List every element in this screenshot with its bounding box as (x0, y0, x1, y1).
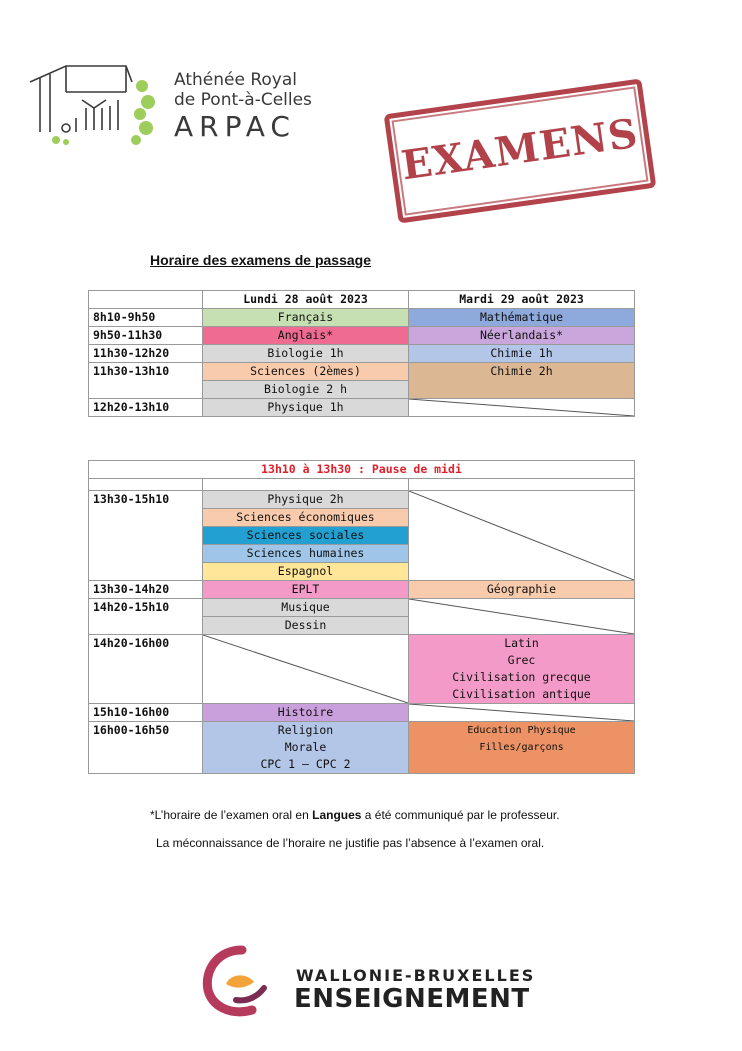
empty-slot-diagonal (409, 704, 634, 721)
subject-cell: Civilisation antique (409, 686, 635, 704)
table-row (89, 327, 635, 345)
note-prefix: *L’horaire de l’examen oral en (150, 808, 313, 822)
table-row (89, 581, 635, 599)
footer-line-1: WALLONIE-BRUXELLES (296, 966, 536, 985)
table-row (89, 491, 635, 509)
empty-slot-diagonal (409, 491, 634, 580)
empty-slot-diagonal (409, 399, 634, 416)
header-empty-cell (89, 291, 203, 309)
time-cell: 11h30-12h20 (89, 345, 203, 363)
note-attendance: La méconnaissance de l’horaire ne justifie pas l’absence à l’examen oral. (156, 836, 545, 850)
subject-cell: Espagnol (203, 563, 409, 581)
subject-cell: Religion (203, 722, 409, 740)
table-row (89, 309, 635, 327)
table-row (89, 345, 635, 363)
subject-cell: Filles/garçons (409, 739, 635, 756)
header-monday: Lundi 28 août 2023 (203, 291, 409, 309)
subject-cell: Latin (409, 635, 635, 653)
logo-line-1: Athénée Royal (174, 70, 297, 90)
time-cell: 13h30-15h10 (89, 491, 203, 581)
note-bold: Langues (312, 808, 362, 822)
subject-cell: CPC 1 – CPC 2 (203, 756, 409, 774)
subject-cell: Chimie 2h (409, 363, 635, 399)
subject-cell: Histoire (203, 704, 409, 722)
footer-line-2: ENSEIGNEMENT (294, 984, 530, 1014)
table-row (89, 399, 635, 417)
time-cell: 15h10-16h00 (89, 704, 203, 722)
empty-slot-cell (409, 704, 635, 722)
school-logo (26, 62, 326, 152)
afternoon-schedule-table (88, 460, 635, 774)
subject-cell: Physique 2h (203, 491, 409, 509)
school-building-icon (26, 62, 171, 152)
empty-slot-cell (409, 599, 635, 635)
subject-cell: Morale (203, 739, 409, 756)
subject-cell: Français (203, 309, 409, 327)
time-cell: 8h10-9h50 (89, 309, 203, 327)
time-cell: 14h20-16h00 (89, 635, 203, 704)
subject-cell: Physique 1h (203, 399, 409, 417)
subject-cell: Civilisation grecque (409, 669, 635, 686)
note-suffix: a été communiqué par le professeur. (361, 808, 560, 822)
logo-line-3: ARPAC (174, 110, 296, 143)
page-title: Horaire des examens de passage (150, 252, 372, 268)
table-row (89, 635, 635, 653)
subject-cell: Dessin (203, 617, 409, 635)
empty-slot-diagonal (203, 635, 408, 703)
subject-cell: Géographie (409, 581, 635, 599)
wbe-logo (196, 944, 556, 1024)
logo-text (174, 70, 312, 144)
table-header-row (89, 291, 635, 309)
logo-line-2: de Pont-à-Celles (174, 90, 312, 110)
time-cell: 11h30-13h10 (89, 363, 203, 399)
header-tuesday: Mardi 29 août 2023 (409, 291, 635, 309)
empty-slot-cell (203, 635, 409, 704)
table-row (89, 363, 635, 381)
subject-cell: Sciences sociales (203, 527, 409, 545)
subject-cell: Biologie 2 h (203, 381, 409, 399)
subject-cell: Grec (409, 652, 635, 669)
table-row (89, 722, 635, 740)
exams-stamp (384, 78, 657, 223)
subject-cell: Biologie 1h (203, 345, 409, 363)
note-oral-exam (150, 808, 560, 822)
lunch-break-label: 13h10 à 13h30 : Pause de midi (89, 461, 635, 479)
time-cell: 14h20-15h10 (89, 599, 203, 635)
stamp-text: EXAMENS (398, 109, 642, 190)
subject-cell: Mathématique (409, 309, 635, 327)
table-row (89, 704, 635, 722)
empty-slot-cell (409, 491, 635, 581)
subject-cell: Sciences économiques (203, 509, 409, 527)
time-cell: 9h50-11h30 (89, 327, 203, 345)
spacer-cell (409, 479, 635, 491)
wbe-swirl-icon (196, 944, 276, 1024)
subject-cell: Néerlandais* (409, 327, 635, 345)
subject-cell: Musique (203, 599, 409, 617)
time-cell: 13h30-14h20 (89, 581, 203, 599)
subject-cell (409, 756, 635, 774)
subject-cell: Chimie 1h (409, 345, 635, 363)
table-row (89, 599, 635, 617)
spacer-cell (89, 479, 203, 491)
subject-cell: Education Physique (409, 722, 635, 740)
spacer-cell (203, 479, 409, 491)
morning-schedule-table (88, 290, 635, 417)
empty-slot-cell (409, 399, 635, 417)
subject-cell: Sciences humaines (203, 545, 409, 563)
subject-cell: EPLT (203, 581, 409, 599)
pause-row (89, 461, 635, 479)
empty-slot-diagonal (409, 599, 634, 634)
subject-cell: Anglais* (203, 327, 409, 345)
time-cell: 16h00-16h50 (89, 722, 203, 774)
subject-cell: Sciences (2èmes) (203, 363, 409, 381)
spacer-row (89, 479, 635, 491)
time-cell: 12h20-13h10 (89, 399, 203, 417)
